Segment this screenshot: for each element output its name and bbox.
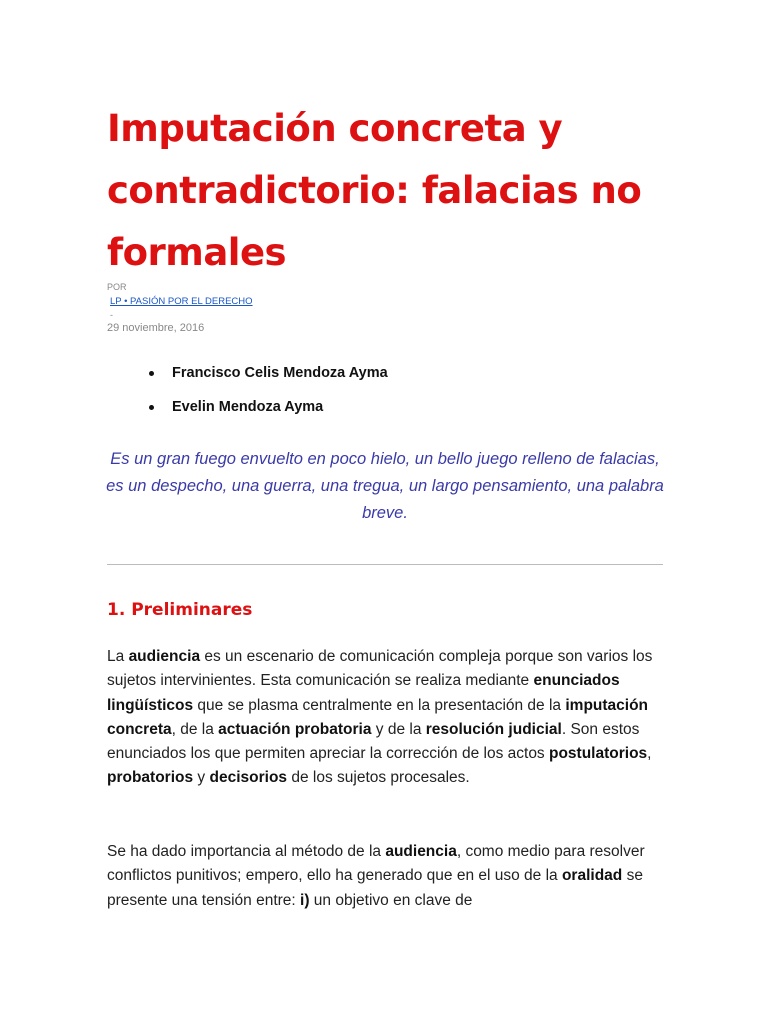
text-run: , de la [171,720,219,738]
bold-term: oralidad [561,867,623,885]
text-run: Se ha dado importancia al método de la [107,843,386,860]
bold-term: i) [300,891,310,909]
text-run: es un escenario de comunicación compleja porque son varios los sujetos intervinientes. Esta comunicación se realiza mediante [107,648,653,690]
text-run: , como medio para resolver conflictos punitivos; empero, ello ha generado que en el uso de la [107,843,645,885]
text-run: , [647,745,652,763]
article-title: Imputación concreta y contradictorio: falacias no formales [107,107,642,274]
bold-term: decisorios [209,769,288,787]
byline [107,280,253,336]
bold-term: actuación probatoria [218,720,372,738]
paragraph [107,645,667,791]
bold-term: audiencia [385,843,457,860]
byline-prefix: POR [107,282,127,292]
bold-term: imputación concreta [107,696,649,738]
text-run: y [193,769,210,787]
bullet-icon [149,405,154,410]
section-heading: 1. Preliminares [107,600,253,620]
bold-term: probatorios [107,769,194,787]
bold-term: postulatorios [549,745,648,763]
bold-term: enunciados lingüísticos [107,672,620,714]
bold-term: audiencia [128,648,201,665]
text-run: un objetivo en clave de [309,891,473,909]
paragraph [107,840,667,913]
list-item [133,362,388,384]
publish-date: 29 noviembre, 2016 [107,322,205,334]
text-run: La [107,648,129,665]
authors-list [133,362,388,430]
author-name: Francisco Celis Mendoza Ayma [172,365,388,381]
divider [107,564,663,565]
list-item [133,396,388,418]
text-run: y de la [371,720,426,738]
text-run: . Son estos enunciados los que permiten apreciar la corrección de los actos [107,720,640,763]
text-run: se presente una tensión entre: [107,867,643,909]
byline-separator: - [110,310,113,320]
bullet-icon [149,371,154,376]
author-name: Evelin Mendoza Ayma [172,399,324,415]
bold-term: resolución judicial [425,720,562,738]
text-run: que se plasma centralmente en la presentación de la [193,696,566,714]
text-run: de los sujetos procesales. [287,769,470,787]
author-link[interactable]: LP • PASIÓN POR EL DERECHO [110,296,253,307]
epigraph-quote: Es un gran fuego envuelto en poco hielo, un bello juego relleno de falacias, es un despecho, una guerra, una tregua, un largo pensamiento, una palabra breve. [106,450,664,522]
